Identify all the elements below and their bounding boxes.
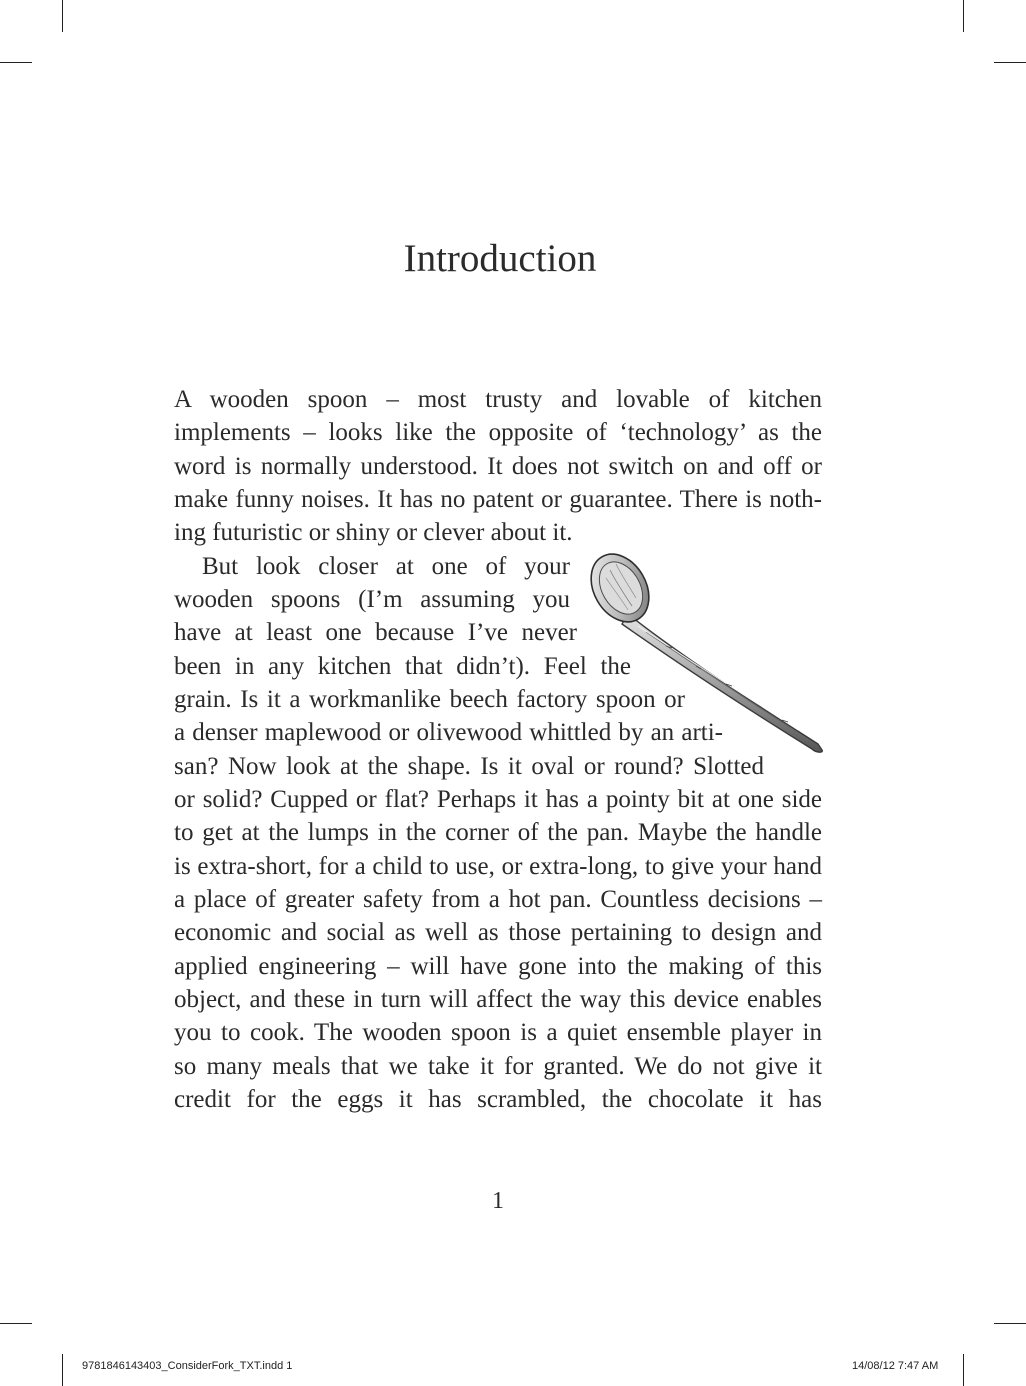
crop-mark-bottom-left-vertical xyxy=(62,1354,63,1386)
text-line: a denser maplewood or olivewood whittled by an arti- xyxy=(174,719,723,746)
crop-mark-top-left-horizontal xyxy=(0,62,32,63)
text-line: been in any kitchen that didn’t). Feel the xyxy=(174,653,631,680)
text-line: to get at the lumps in the corner of the pan. Maybe the handle xyxy=(174,819,822,846)
text-line: economic and social as well as those pertaining to design and xyxy=(174,919,822,946)
text-line: A wooden spoon – most trusty and lovable of kitchen xyxy=(174,386,822,413)
crop-mark-top-right-horizontal xyxy=(994,62,1026,63)
crop-mark-bottom-right-vertical xyxy=(963,1354,964,1386)
text-line: word is normally understood. It does not switch on and off or xyxy=(174,453,822,480)
crop-mark-bottom-left-horizontal xyxy=(0,1323,32,1324)
text-line: you to cook. The wooden spoon is a quiet ensemble player in xyxy=(174,1019,822,1046)
text-line: ing futuristic or shiny or clever about it. xyxy=(174,519,573,546)
chapter-title: Introduction xyxy=(403,237,597,280)
text-line: make funny noises. It has no patent or guarantee. There is noth- xyxy=(174,486,822,513)
slug-file-name: 9781846143403_ConsiderFork_TXT.indd 1 xyxy=(82,1360,293,1372)
text-line: But look closer at one of your xyxy=(202,553,570,580)
crop-mark-bottom-right-horizontal xyxy=(994,1323,1026,1324)
text-line: so many meals that we take it for granted. We do not give it xyxy=(174,1053,822,1080)
text-line: grain. Is it a workmanlike beech factory spoon or xyxy=(174,686,685,713)
text-line: credit for the eggs it has scrambled, the chocolate it has xyxy=(174,1086,822,1113)
text-line: is extra-short, for a child to use, or extra-long, to give your hand xyxy=(174,853,822,880)
slug-timestamp: 14/08/12 7:47 AM xyxy=(852,1360,939,1372)
text-line: a place of greater safety from a hot pan. Countless decisions – xyxy=(174,886,822,913)
wooden-spoon-illustration xyxy=(586,548,828,754)
text-line: implements – looks like the opposite of ‘technology’ as the xyxy=(174,419,822,446)
crop-mark-top-left-vertical xyxy=(62,0,63,32)
text-line: or solid? Cupped or flat? Perhaps it has a pointy bit at one side xyxy=(174,786,822,813)
crop-mark-top-right-vertical xyxy=(963,0,964,32)
text-line: object, and these in turn will affect the way this device enables xyxy=(174,986,822,1013)
text-line: san? Now look at the shape. Is it oval or round? Slotted xyxy=(174,753,764,780)
page-number: 1 xyxy=(492,1188,504,1214)
text-line: wooden spoons (I’m assuming you xyxy=(174,586,570,613)
text-line: applied engineering – will have gone into the making of this xyxy=(174,953,822,980)
text-line: have at least one because I’ve never xyxy=(174,619,577,646)
